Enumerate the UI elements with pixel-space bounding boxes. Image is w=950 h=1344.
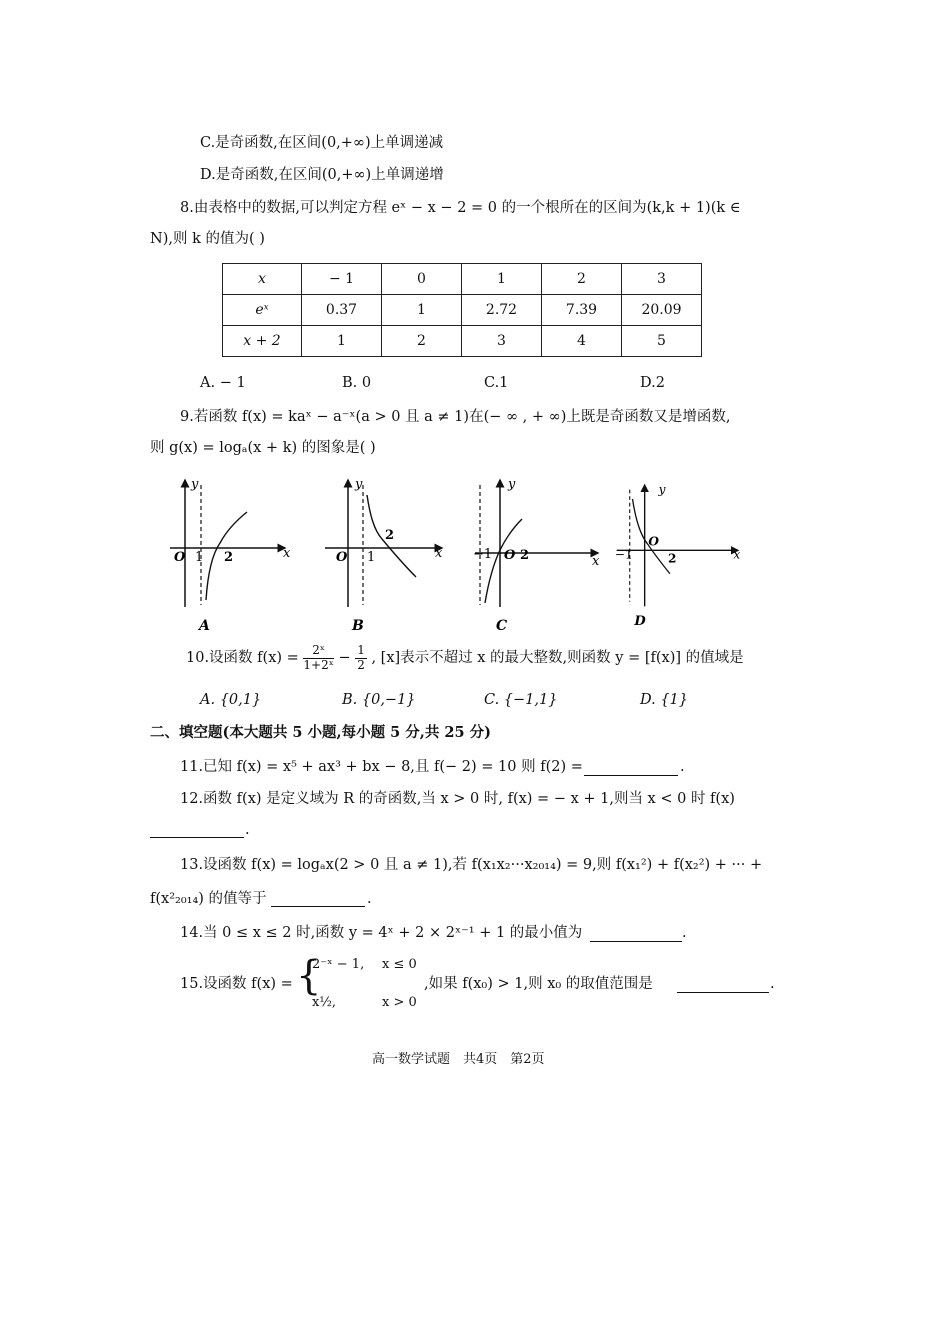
y-axis-label: y <box>355 477 363 492</box>
table-cell: 3 <box>622 264 702 295</box>
tick-label: −1 <box>473 547 493 562</box>
graph-label: A <box>199 618 210 634</box>
q11-answer-blank <box>584 774 678 776</box>
table-cell: 2.72 <box>462 295 542 326</box>
table-row-label: eˣ <box>223 295 302 326</box>
q10-suffix: , [x]表示不超过 x 的最大整数,则函数 y = [f(x)] 的值域是 <box>371 650 744 666</box>
q8-option-b: B. 0 <box>342 375 372 391</box>
y-axis-label: y <box>658 482 666 497</box>
graph-b <box>320 475 460 635</box>
graph-a <box>165 475 305 635</box>
q10-option-b: B. {0,−1} <box>342 692 416 708</box>
q15-case2-cond: x > 0 <box>382 995 417 1010</box>
table-cell: 1 <box>382 295 462 326</box>
q12-stem: 12.函数 f(x) 是定义域为 R 的奇函数,当 x > 0 时, f(x) = − x + 1,则当 x < 0 时 f(x) <box>180 791 735 807</box>
q14-answer-blank <box>590 940 682 942</box>
table-cell: 7.39 <box>542 295 622 326</box>
q10-fraction-2 <box>355 644 367 671</box>
x-axis-label: x <box>435 546 443 561</box>
table-row-label: x <box>223 264 302 295</box>
q9-stem-line2: 则 g(x) = logₐ(x + k) 的图象是( ) <box>150 440 376 456</box>
q11-stem: 11.已知 f(x) = x⁵ + ax³ + bx − 8,且 f(− 2) = 10 则 f(2) = <box>180 759 583 775</box>
tick-label: 2 <box>668 551 677 566</box>
tick-label: −1 <box>614 547 633 562</box>
tick-label: 1 <box>195 550 204 565</box>
q13-period: . <box>367 891 372 907</box>
q10-option-a: A. {0,1} <box>200 692 262 708</box>
table-cell: 4 <box>542 326 622 357</box>
q10-option-c: C. {−1,1} <box>484 692 558 708</box>
table-row <box>223 295 702 326</box>
origin-label: O <box>648 534 659 549</box>
page-footer: 高一数学试题 共4页 第2页 <box>372 1052 545 1067</box>
q9-stem-line1: 9.若函数 f(x) = kaˣ − a⁻ˣ(a > 0 且 a ≠ 1)在(− ∞ , + ∞)上既是奇函数又是增函数, <box>180 409 731 425</box>
tick-label: 2 <box>520 548 530 563</box>
table-cell: 5 <box>622 326 702 357</box>
q14-stem: 14.当 0 ≤ x ≤ 2 时,函数 y = 4ˣ + 2 × 2ˣ⁻¹ + 1 的最小值为 <box>180 925 583 941</box>
q15-case1-expr: 2⁻ˣ − 1, <box>312 957 365 972</box>
fraction-numerator: 2ˣ <box>303 644 333 658</box>
q15-prefix: 15.设函数 f(x) = <box>180 976 293 992</box>
q15-suffix: ,如果 f(x₀) > 1,则 x₀ 的取值范围是 <box>424 976 653 992</box>
q10-stem <box>186 640 744 676</box>
table-cell: 2 <box>542 264 622 295</box>
q15-answer-blank <box>677 991 769 993</box>
table-row <box>223 264 702 295</box>
table-cell: 0.37 <box>302 295 382 326</box>
table-row-label: x + 2 <box>223 326 302 357</box>
table-cell: 2 <box>382 326 462 357</box>
q8-option-a: A. − 1 <box>200 375 246 391</box>
tick-label: 1 <box>367 550 376 565</box>
graph-label: D <box>634 614 646 629</box>
q12-answer-blank <box>150 836 244 838</box>
x-axis-label: x <box>283 546 291 561</box>
y-axis-label: y <box>508 477 516 492</box>
q10-minus: − <box>338 650 351 666</box>
table-cell: 0 <box>382 264 462 295</box>
q14-period: . <box>682 925 687 941</box>
graph-label: B <box>352 618 364 634</box>
q8-stem-line1: 8.由表格中的数据,可以判定方程 eˣ − x − 2 = 0 的一个根所在的区间为(k,k + 1)(k ∈ <box>180 200 741 216</box>
fraction-denominator: 2 <box>357 657 365 672</box>
piecewise-brace: { <box>296 953 322 999</box>
graph-label: C <box>496 618 508 634</box>
q15-case2-expr: x½, <box>312 995 337 1010</box>
table-cell: 20.09 <box>622 295 702 326</box>
fraction-numerator: 1 <box>357 643 365 658</box>
q8-option-d: D.2 <box>640 375 665 391</box>
origin-label: O <box>336 550 348 565</box>
q7-option-d: D.是奇函数,在区间(0,+∞)上单调递增 <box>200 167 444 183</box>
tick-label: 2 <box>385 528 395 543</box>
table-cell: − 1 <box>302 264 382 295</box>
x-axis-label: x <box>733 547 741 562</box>
q13-stem-line1: 13.设函数 f(x) = logₐx(2 > 0 且 a ≠ 1),若 f(x₁x₂···x₂₀₁₄) = 9,则 f(x₁²) + f(x₂²) + ··· + <box>180 857 763 873</box>
origin-label: O <box>504 548 516 563</box>
q8-option-c: C.1 <box>484 375 509 391</box>
q11-period: . <box>680 759 685 775</box>
q10-prefix: 10.设函数 f(x) = <box>186 650 299 666</box>
table-cell: 1 <box>462 264 542 295</box>
q8-data-table <box>222 263 702 357</box>
q10-fraction-1 <box>303 644 333 671</box>
tick-label: 2 <box>224 550 234 565</box>
q13-stem-line2: f(x²₂₀₁₄) 的值等于 <box>150 891 267 907</box>
table-row <box>223 326 702 357</box>
origin-label: O <box>174 550 186 565</box>
section-2-heading: 二、填空题(本大题共 5 小题,每小题 5 分,共 25 分) <box>150 724 491 741</box>
q7-option-c: C.是奇函数,在区间(0,+∞)上单调递减 <box>200 135 444 151</box>
y-axis-label: y <box>191 477 199 492</box>
table-cell: 1 <box>302 326 382 357</box>
q13-answer-blank <box>271 905 365 907</box>
q10-option-d: D. {1} <box>640 692 689 708</box>
q15-period: . <box>770 976 775 992</box>
graph-d <box>612 475 752 635</box>
x-axis-label: x <box>592 554 600 569</box>
q15-case1-cond: x ≤ 0 <box>382 957 417 972</box>
table-cell: 3 <box>462 326 542 357</box>
fraction-denominator: 1+2ˣ <box>303 657 334 672</box>
graph-c <box>470 475 610 635</box>
q8-stem-line2: N),则 k 的值为( ) <box>150 231 265 247</box>
q12-period: . <box>245 822 250 838</box>
